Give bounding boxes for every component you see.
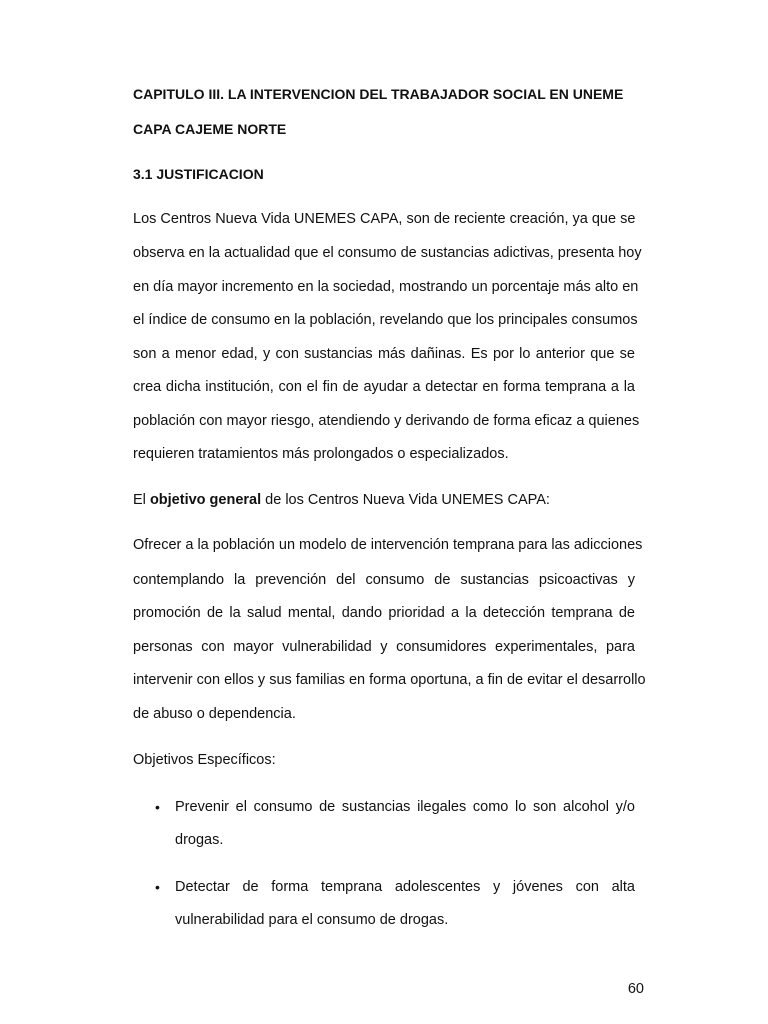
- paragraph-line: requieren tratamientos más prolongados o especializados.: [133, 446, 509, 462]
- page-number: 60: [627, 980, 644, 997]
- paragraph-line: el índice de consumo en la población, revelando que los principales consumos: [133, 312, 638, 328]
- paragraph-line: en día mayor incremento en la sociedad, mostrando un porcentaje más alto en: [133, 279, 639, 295]
- paragraph-line: crea dicha institución, con el fin de ayudar a detectar en forma temprana a la: [133, 379, 635, 395]
- paragraph-line: intervenir con ellos y sus familias en forma oportuna, a fin de evitar el desarrollo: [133, 672, 646, 688]
- objective-intro: [133, 492, 635, 508]
- bullet-line: vulnerabilidad para el consumo de drogas.: [175, 912, 449, 928]
- chapter-title-line-1: CAPITULO III. LA INTERVENCION DEL TRABAJADOR SOCIAL EN UNEME: [133, 86, 624, 102]
- paragraph-line: son a menor edad, y con sustancias más dañinas. Es por lo anterior que se: [133, 346, 635, 362]
- paragraph-line: contemplando la prevención del consumo de sustancias psicoactivas y: [133, 572, 635, 588]
- chapter-title-line-2: CAPA CAJEME NORTE: [133, 121, 287, 137]
- objective-intro-suffix: de los Centros Nueva Vida UNEMES CAPA:: [265, 492, 550, 508]
- bullet-icon: •: [155, 879, 160, 895]
- bullet-line: Prevenir el consumo de sustancias ilegales como lo son alcohol y/o: [175, 799, 635, 815]
- section-title: 3.1 JUSTIFICACION: [133, 166, 264, 182]
- bullet-icon: •: [155, 799, 160, 815]
- paragraph-line: de abuso o dependencia.: [133, 706, 296, 722]
- paragraph-line: observa en la actualidad que el consumo de sustancias adictivas, presenta hoy: [133, 245, 642, 261]
- paragraph-line: personas con mayor vulnerabilidad y consumidores experimentales, para: [133, 639, 635, 655]
- bullet-line: Detectar de forma temprana adolescentes y jóvenes con alta: [175, 879, 635, 895]
- objective-intro-prefix: El: [133, 492, 146, 508]
- paragraph-line: Ofrecer a la población un modelo de intervención temprana para las adicciones: [133, 537, 643, 553]
- paragraph-line: Los Centros Nueva Vida UNEMES CAPA, son de reciente creación, ya que se: [133, 211, 636, 227]
- paragraph-line: población con mayor riesgo, atendiendo y derivando de forma eficaz a quienes: [133, 413, 640, 429]
- objective-intro-bold: objetivo general: [149, 492, 262, 508]
- specific-objectives-heading: Objetivos Específicos:: [133, 752, 276, 768]
- paragraph-line: promoción de la salud mental, dando prioridad a la detección temprana de: [133, 605, 635, 621]
- bullet-line: drogas.: [175, 832, 224, 848]
